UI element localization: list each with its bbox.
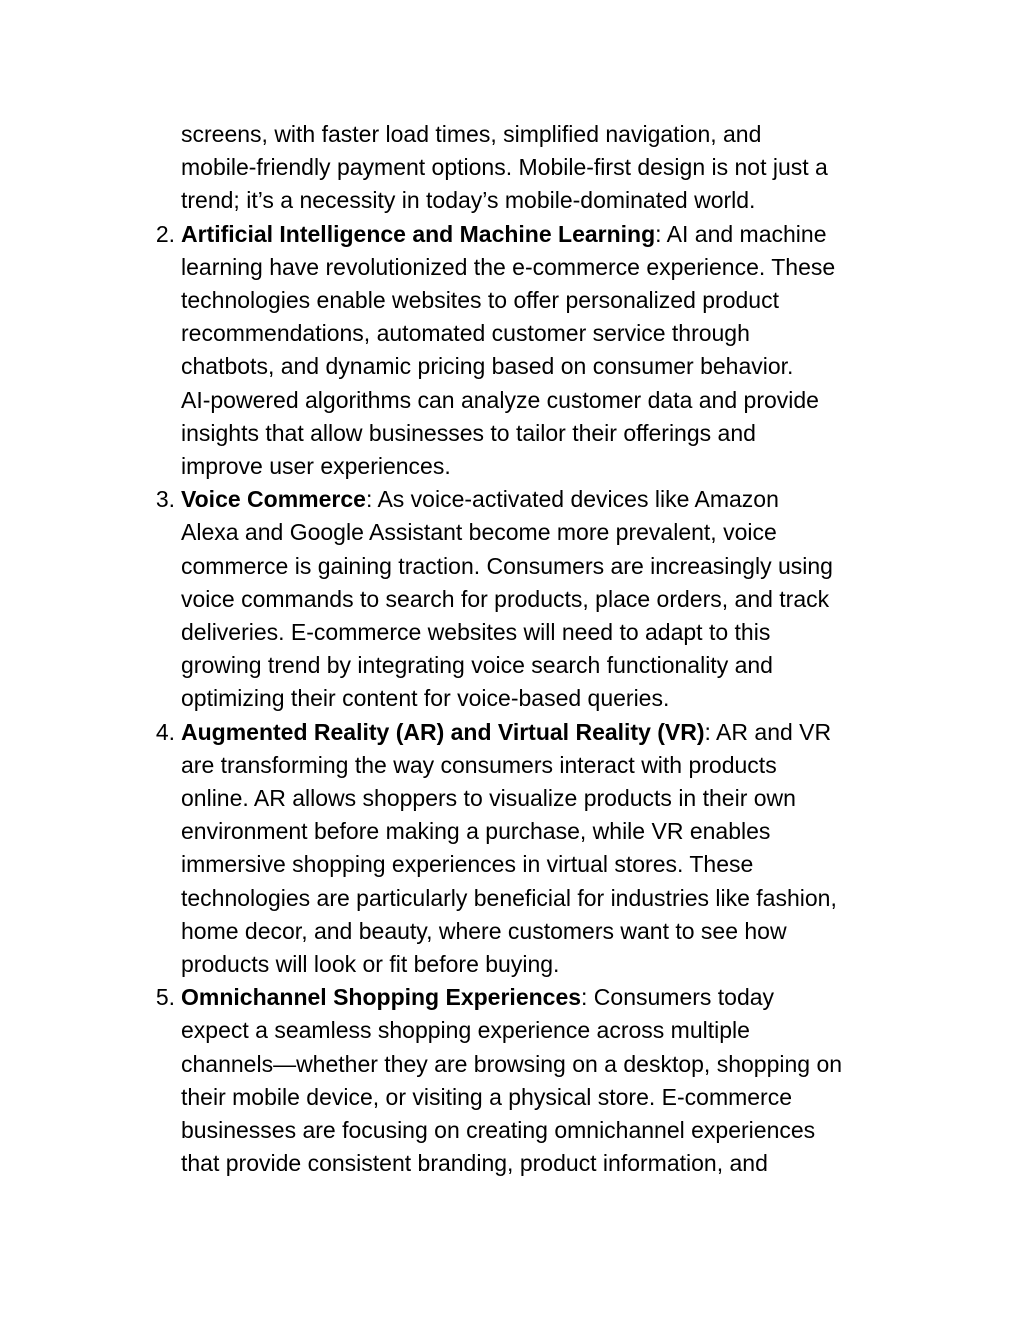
list-item-line: are transforming the way consumers interact with products [181,751,777,778]
list-item-first-line [181,981,906,1014]
list-item-line: home decor, and beauty, where customers want to see how [181,917,787,944]
list-item-line: Alexa and Google Assistant become more prevalent, voice [181,519,777,546]
continuation-line: trend; it’s a necessity in today’s mobile-dominated world. [181,187,756,214]
list-item-line: environment before making a purchase, while VR enables [181,818,771,845]
continuation-line: mobile-friendly payment options. Mobile-first design is not just a [181,154,828,181]
list-item-number: 5. [155,984,175,1011]
list-item-first-line [181,483,906,516]
list-item-line: recommendations, automated customer service through [181,320,750,347]
list-item-omnichannel [140,981,920,1180]
list-item-ar-vr [140,716,920,982]
list-item-line: deliveries. E-commerce websites will need to adapt to this [181,619,771,646]
list-item-line: improve user experiences. [181,453,451,480]
numbered-list-block [140,118,920,1181]
list-item-line: businesses are focusing on creating omnichannel experiences [181,1117,816,1144]
list-item-line: products will look or fit before buying. [181,951,560,978]
list-item-line: commerce is gaining traction. Consumers are increasingly using [181,552,833,579]
continuation-line: screens, with faster load times, simplified navigation, and [181,121,762,147]
list-item-line: insights that allow businesses to tailor their offerings and [181,419,756,446]
list-item-number: 4. [155,718,175,745]
list-item-voice-commerce [140,483,920,715]
list-item-first-line-text: : Consumers today [581,984,775,1011]
list-item-title: Artificial Intelligence and Machine Learning [181,220,656,247]
list-item-body [181,483,906,715]
list-item-number: 3. [155,486,175,513]
list-item-line: learning have revolutionized the e-commerce experience. These [181,253,836,280]
list-item-line: chatbots, and dynamic pricing based on consumer behavior. [181,353,794,380]
list-item-first-line [181,218,906,251]
list-item-line: their mobile device, or visiting a physical store. E-commerce [181,1083,793,1110]
list-item-line: online. AR allows shoppers to visualize products in their own [181,785,796,812]
list-item-line: optimizing their content for voice-based queries. [181,685,670,712]
list-item-title: Augmented Reality (AR) and Virtual Reality (VR) [181,718,705,745]
list-item-line: technologies enable websites to offer personalized product [181,287,779,314]
list-item-line: AI-powered algorithms can analyze customer data and provide [181,386,819,413]
list-item-number: 2. [155,220,175,247]
list-item-line: expect a seamless shopping experience across multiple [181,1017,750,1044]
list-item-line: voice commands to search for products, place orders, and track [181,585,830,612]
list-item-line: that provide consistent branding, product information, and [181,1150,768,1177]
list-item-body [181,218,906,484]
list-item-first-line-text: : As voice-activated devices like Amazon [365,486,779,513]
list-item-ai-ml [140,218,920,484]
list-item-line: channels—whether they are browsing on a desktop, shopping on [181,1050,843,1077]
list-item-first-line [181,716,906,749]
list-item-body [181,981,906,1180]
list-item-title: Voice Commerce [181,486,366,513]
list-item-body [181,716,906,982]
list-item-line: growing trend by integrating voice search functionality and [181,652,773,679]
list-item-line: immersive shopping experiences in virtual stores. These [181,851,754,878]
list-item-title: Omnichannel Shopping Experiences [181,984,582,1011]
list-item-line: technologies are particularly beneficial for industries like fashion, [181,884,837,911]
list-item-first-line-text: : AR and VR [704,718,832,745]
previous-item-continuation [181,118,906,218]
list-item-first-line-text: : AI and machine [655,220,827,247]
